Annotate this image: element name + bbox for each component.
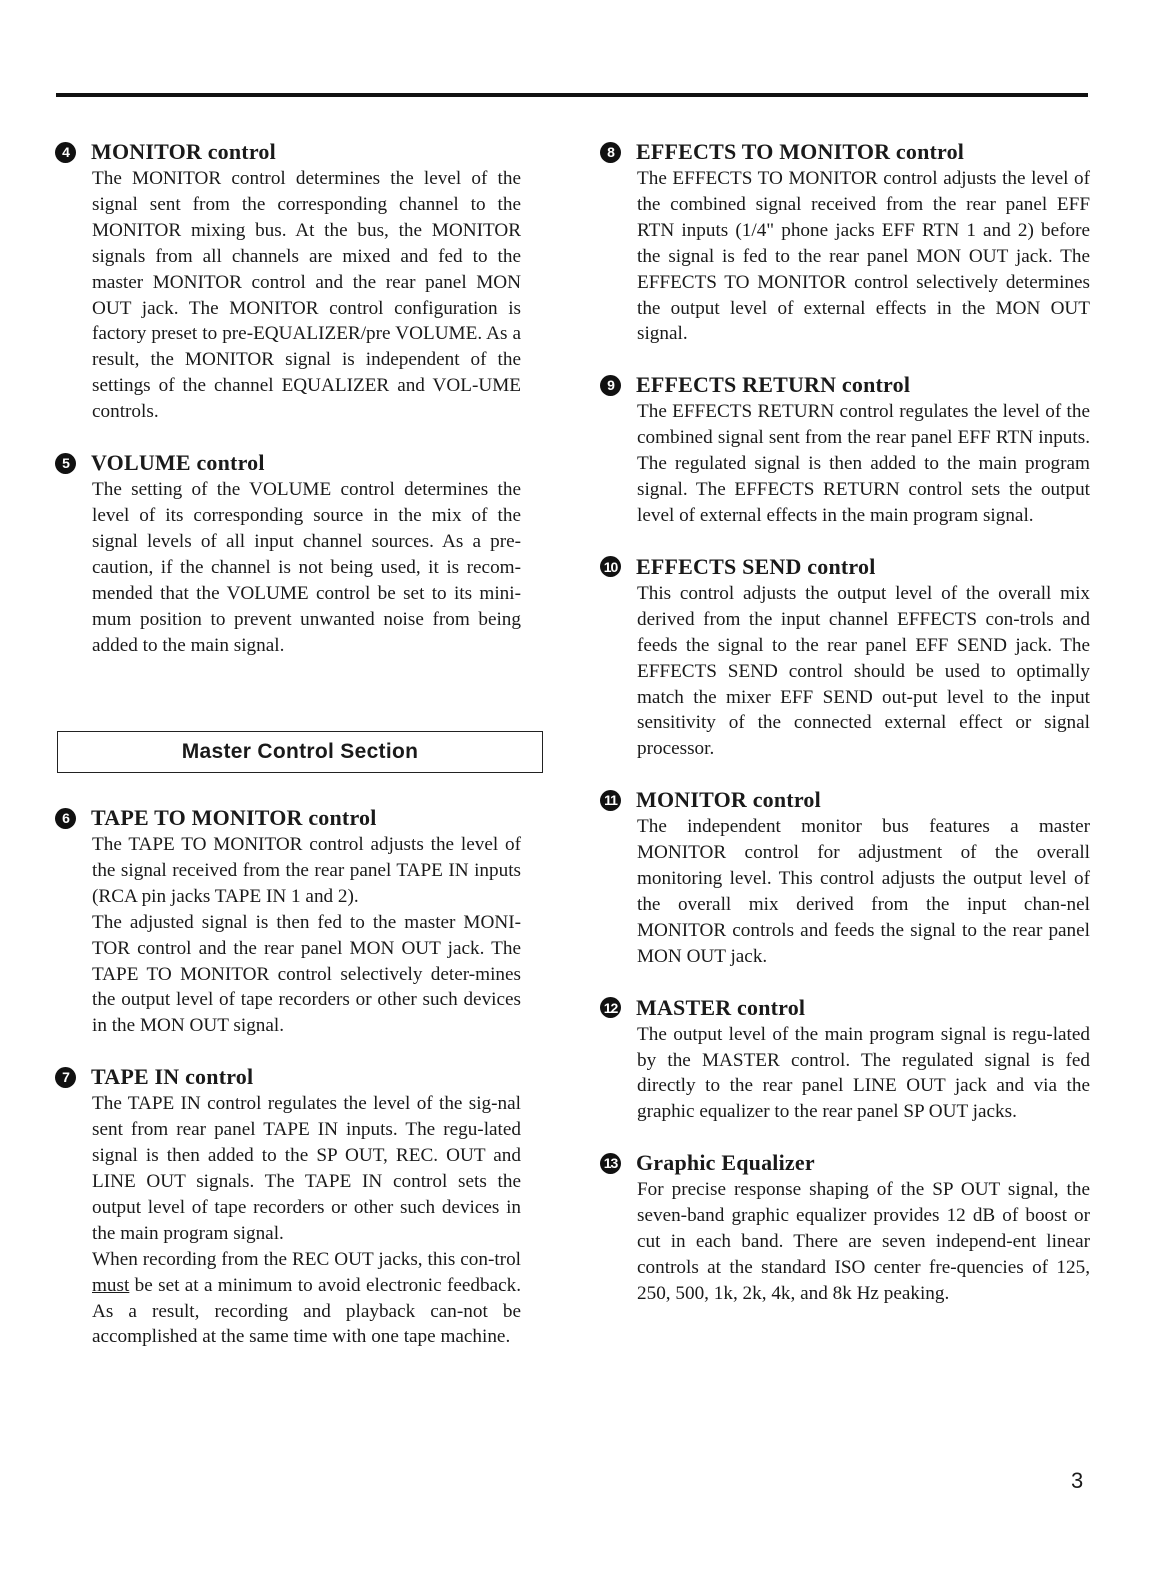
page-number: 3 — [1071, 1468, 1084, 1493]
item-number-badge: 4 — [55, 142, 76, 163]
section-body-continued — [92, 1247, 521, 1351]
section-heading — [600, 553, 1090, 581]
item-number-badge: 6 — [55, 808, 76, 829]
section-tape-in-control — [55, 1063, 521, 1350]
section-title: EFFECTS RETURN control — [636, 372, 911, 398]
section-volume-control — [55, 449, 521, 658]
item-number-badge: 7 — [55, 1067, 76, 1088]
section-title: VOLUME control — [91, 450, 265, 476]
section-body: The TAPE IN control regulates the level of the sig-nal sent from rear panel TAPE IN inputs. The regu-lated signal is then added to the SP OUT, REC. OUT and LINE OUT signals. The TAPE IN control sets the output level of tape recorders or other such devices in the main program signal. — [92, 1093, 521, 1244]
section-heading — [55, 138, 521, 166]
section-heading — [600, 786, 1090, 814]
section-body: The EFFECTS RETURN control regulates the level of the combined signal sent from the rear panel EFF RTN inputs. The regulated signal is then added to the main program signal. The EFFECTS RETURN control sets the output level of external effects in the main program signal. — [637, 401, 1090, 526]
item-number-badge: 8 — [600, 142, 621, 163]
section-title: MONITOR control — [636, 787, 821, 813]
section-title: TAPE TO MONITOR control — [91, 805, 377, 830]
section-title: EFFECTS SEND control — [636, 553, 876, 579]
section-heading — [55, 449, 521, 477]
section-title: MASTER control — [636, 994, 806, 1020]
section-effects-return-control — [600, 371, 1090, 529]
body-text-run: When recording from the REC OUT jacks, this con-trol — [92, 1248, 521, 1270]
section-master-monitor-control — [600, 786, 1090, 969]
section-effects-to-monitor-control — [600, 138, 1090, 347]
item-number-badge: 12 — [600, 997, 621, 1018]
section-title: TAPE IN control — [91, 1064, 254, 1090]
section-body: The setting of the VOLUME control determines the level of its corresponding source in the mix of the signal levels of all input channel sources. As a pre-caution, if the channel is not being used, it is recom-mended that the VOLUME control be set to its mini-mum position to prevent unwanted noise from being added to the main signal. — [92, 479, 521, 656]
body-text-run: be set at a minimum to avoid electronic feedback. As a result, recording and playback can-not be accomplished at the same time with one tape machine. — [92, 1274, 521, 1348]
section-body: The independent monitor bus features a master MONITOR control for adjustment of the overall monitoring level. This control adjusts the output level of the overall mix derived from the input chan-nel MONITOR controls and feeds the signal to the rear panel MON OUT jack. — [637, 816, 1090, 967]
section-title: MONITOR control — [91, 139, 276, 164]
left-column-top — [55, 138, 521, 658]
section-body-continued: The adjusted signal is then fed to the master MONI-TOR control and the rear panel MON OUT jack. The TAPE TO MONITOR control selectively deter-mines the output level of tape recorders or other such devices in the MON OUT signal. — [92, 911, 521, 1037]
item-number-badge: 9 — [600, 375, 621, 396]
section-body: The MONITOR control determines the level of the signal sent from the corresponding channel to the MONITOR mixing bus. At the bus, the MONITOR signals from all channels are mixed and fed to the master MONITOR control and the rear panel MON OUT jack. The MONITOR control configuration is factory preset to pre-EQUALIZER/pre VOLUME. As a result, the MONITOR signal is independent of the settings of the channel EQUALIZER and VOL-UME controls. — [92, 168, 521, 423]
right-column — [600, 138, 1090, 1307]
section-body: The EFFECTS TO MONITOR control adjusts the level of the combined signal received from the rear panel EFF RTN inputs (1/4" phone jacks EFF RTN 1 and 2) before the signal is fed to the rear panel MON OUT jack. The EFFECTS TO MONITOR control selectively determines the output level of external effects in the MON OUT signal. — [637, 168, 1090, 345]
section-title: EFFECTS TO MONITOR control — [636, 139, 965, 164]
item-number-badge: 13 — [600, 1153, 621, 1174]
left-column-bottom — [55, 804, 521, 1350]
section-title: Graphic Equalizer — [636, 1150, 815, 1176]
section-body: The TAPE TO MONITOR control adjusts the level of the signal received from the rear panel TAPE IN inputs (RCA pin jacks TAPE IN 1 and 2). — [92, 834, 521, 907]
item-number-badge: 11 — [600, 790, 621, 811]
item-number-badge: 10 — [600, 556, 621, 577]
section-graphic-equalizer — [600, 1149, 1090, 1307]
section-monitor-control — [55, 138, 521, 425]
section-heading — [600, 371, 1090, 399]
emphasized-word: must — [92, 1274, 130, 1296]
top-rule — [56, 93, 1088, 97]
section-body: The output level of the main program signal is regu-lated by the MASTER control. The regulated signal is fed directly to the rear panel LINE OUT jack and via the graphic equalizer to the rear panel SP OUT jacks. — [637, 1023, 1090, 1123]
section-heading — [55, 1063, 521, 1091]
section-master-control — [600, 994, 1090, 1126]
section-tape-to-monitor-control — [55, 804, 521, 1039]
section-heading — [600, 994, 1090, 1022]
section-effects-send-control — [600, 553, 1090, 762]
section-heading — [600, 138, 1090, 166]
section-body: This control adjusts the output level of the overall mix derived from the input channel EFFECTS con-trols and feeds the signal to the rear panel EFF SEND jack. The EFFECTS SEND control should be used to optimally match the mixer EFF SEND out-put level to the input sensitivity of the connected external effect or signal processor. — [637, 582, 1090, 760]
section-heading — [55, 804, 521, 832]
master-control-section-heading: Master Control Section — [57, 731, 543, 773]
section-heading — [600, 1149, 1090, 1177]
item-number-badge: 5 — [55, 453, 76, 474]
section-body: For precise response shaping of the SP OUT signal, the seven-band graphic equalizer provides 12 dB of boost or cut in each band. There are seven independ-ent linear controls at the standard ISO center fre-quencies of 125, 250, 500, 1k, 2k, 4k, and 8k Hz peaking. — [637, 1179, 1090, 1304]
